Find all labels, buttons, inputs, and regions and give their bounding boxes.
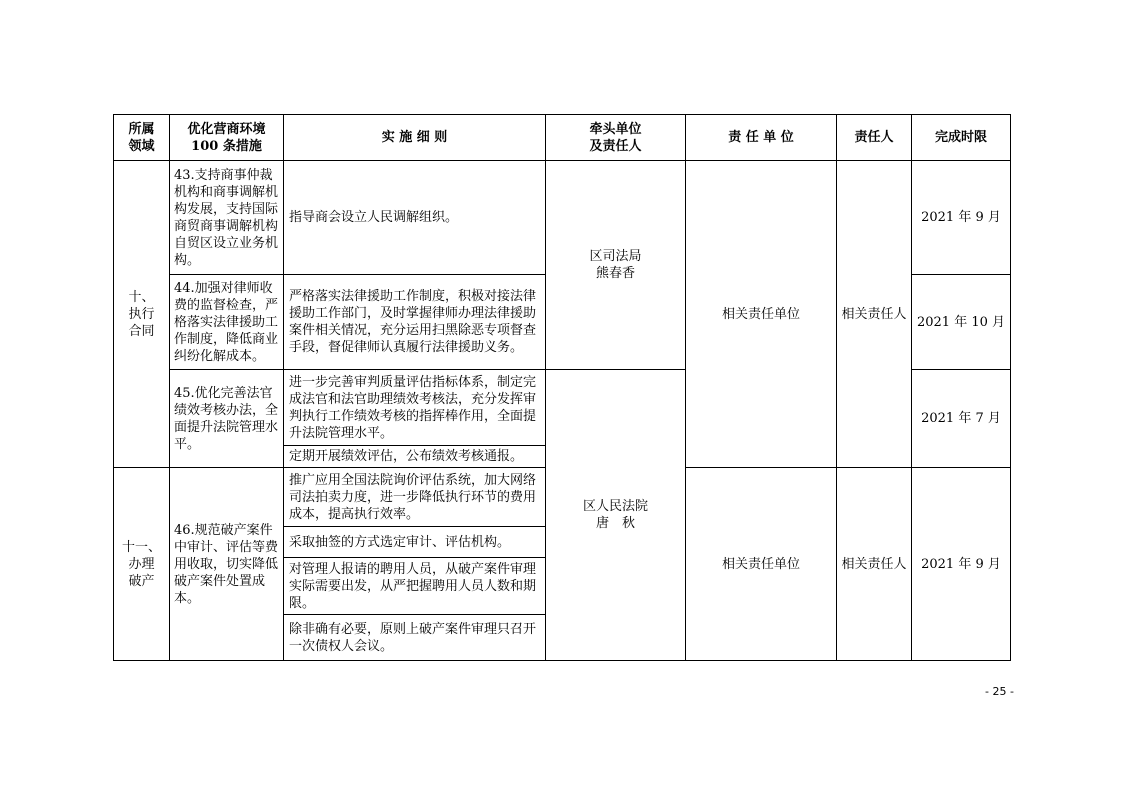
resp-person-cell: 相关责任人 [837,161,912,468]
detail-cell: 除非确有必要，原则上破产案件审理只召开一次债权人会议。 [284,615,546,661]
header-measures: 优化营商环境 100 条措施 [170,115,284,161]
header-domain: 所属 领域 [114,115,170,161]
detail-cell: 指导商会设立人民调解组织。 [284,161,546,275]
header-resp-unit: 责 任 单 位 [686,115,837,161]
deadline-cell: 2021 年 9 月 [912,468,1011,661]
header-row [114,115,1011,161]
header-resp-person: 责任人 [837,115,912,161]
measure-cell: 43.支持商事仲裁机构和商事调解机构发展，支持国际商贸商事调解机构自贸区设立业务机构。 [170,161,284,275]
header-details: 实 施 细 则 [284,115,546,161]
measure-cell: 44.加强对律师收费的监督检查，严格落实法律援助工作制度，降低商业纠纷化解成本。 [170,275,284,370]
header-deadline: 完成时限 [912,115,1011,161]
resp-unit-cell: 相关责任单位 [686,161,837,468]
deadline-cell: 2021 年 10 月 [912,275,1011,370]
measure-cell: 45.优化完善法官绩效考核办法，全面提升法院管理水平。 [170,370,284,468]
lead-cell: 区司法局 熊春香 [546,161,686,370]
resp-person-cell: 相关责任人 [837,468,912,661]
detail-cell: 对管理人报请的聘用人员，从破产案件审理实际需要出发，从严把握聘用人员人数和期限。 [284,558,546,615]
measure-cell: 46.规范破产案件中审计、评估等费用收取，切实降低破产案件处置成本。 [170,468,284,661]
measures-table [113,114,1011,661]
domain-cell: 十、 执行 合同 [114,161,170,468]
header-lead: 牵头单位 及责任人 [546,115,686,161]
deadline-cell: 2021 年 7 月 [912,370,1011,468]
detail-cell: 进一步完善审判质量评估指标体系，制定完成法官和法官助理绩效考核法，充分发挥审判执行工作绩效考核的指挥棒作用，全面提升法院管理水平。 [284,370,546,446]
detail-cell: 推广应用全国法院询价评估系统，加大网络司法拍卖力度，进一步降低执行环节的费用成本，提高执行效率。 [284,468,546,527]
domain-cell: 十一、 办理 破产 [114,468,170,661]
lead-cell: 区人民法院 唐 秋 [546,370,686,661]
table-row [114,161,1011,275]
detail-cell: 采取抽签的方式选定审计、评估机构。 [284,527,546,558]
detail-cell: 定期开展绩效评估，公布绩效考核通报。 [284,446,546,468]
page-number: - 25 - [985,685,1014,698]
deadline-cell: 2021 年 9 月 [912,161,1011,275]
resp-unit-cell: 相关责任单位 [686,468,837,661]
detail-cell: 严格落实法律援助工作制度，积极对接法律援助工作部门，及时掌握律师办理法律援助案件相关情况，充分运用扫黑除恶专项督查手段，督促律师认真履行法律援助义务。 [284,275,546,370]
